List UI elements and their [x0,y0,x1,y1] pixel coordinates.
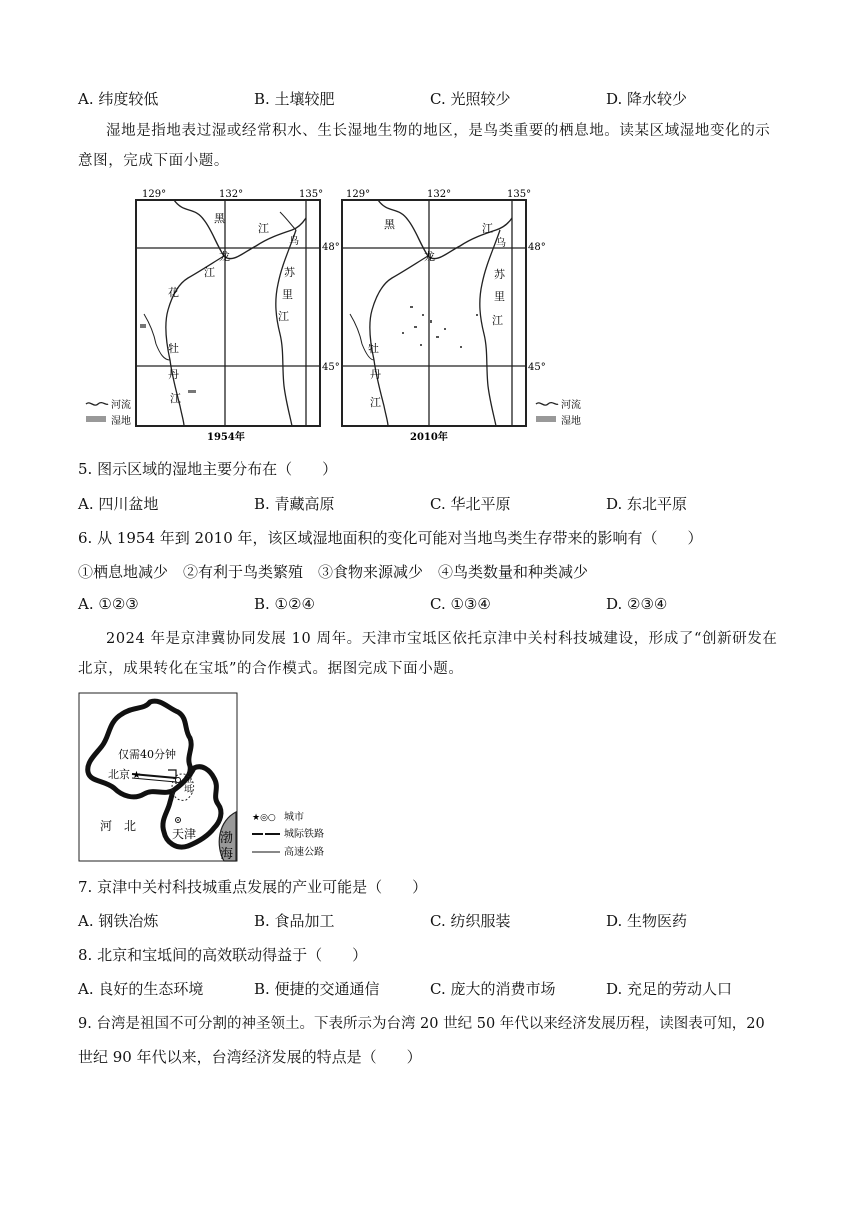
time-note: 仅需40分钟 [118,748,176,761]
option-a: A. 纬度较低 [78,90,159,108]
lat-label: 45° [528,362,546,373]
river-label: 江 [204,266,215,279]
q7-stem: 7. 京津中关村科技城重点发展的产业可能是（ ） [78,878,428,896]
river-label: 黑 [384,218,395,231]
option-c: C. 庞大的消费市场 [430,980,556,998]
q6-options [78,595,788,617]
option-b: B. 土壤较肥 [254,90,335,108]
lon-label: 129° [142,189,167,200]
q9-stem-line1: 9. 台湾是祖国不可分割的神圣领土。下表所示为台湾 20 世纪 50 年代以来经济发展历程，读图表可知，20 [78,1016,765,1032]
q8-options [78,978,788,1000]
jingjin-map-figure [78,692,348,864]
legend-left [86,398,131,427]
river-label: 丹 [370,368,381,381]
lat-label: 45° [322,362,340,373]
bohai-label: 海 [220,847,234,862]
option-a: A. 良好的生态环境 [78,980,204,998]
jingjin-intro: 2024 年是京津冀协同发展 10 周年。天津市宝坻区依托京津中关村科技城建设，形成了“创新研发在北京，成果转化在宝坻”的合作模式。据图完成下面小题。 [78,631,778,677]
option-c: C. 纺织服装 [430,912,511,930]
option-d: D. 生物医药 [606,912,688,930]
river-label: 乌 [496,238,506,249]
legend-city: 城市 [284,812,304,823]
bohai-label: 渤 [220,831,234,846]
lat-label: 48° [528,242,546,253]
river-label: 乌 [289,236,299,247]
river-label: 江 [492,314,503,327]
option-a: A. 四川盆地 [78,495,159,513]
q5-stem: 5. 图示区域的湿地主要分布在（ ） [78,460,338,478]
city-beijing: 北京 [108,768,130,781]
option-d: D. 降水较少 [606,90,688,108]
option-c: C. ①③④ [430,595,491,613]
legend-wetland: 湿地 [111,416,131,427]
option-c: C. 光照较少 [430,90,511,108]
river-label: 江 [370,396,381,409]
legend-city-symbols: ★◎○ [252,813,276,823]
option-b: B. 青藏高原 [254,495,335,513]
option-b: B. 便捷的交通通信 [254,980,380,998]
river-label: 江 [258,222,269,235]
star-icon: ★ [132,770,141,781]
river-label: 黑 [214,212,225,225]
q8-stem: 8. 北京和宝坻间的高效联动得益于（ ） [78,946,368,964]
legend-river: 河流 [561,400,581,411]
wetland-intro: 湿地是指地表过湿或经常积水、生长湿地生物的地区，是鸟类重要的栖息地。读某区域湿地变化的示意图，完成下面小题。 [78,123,771,169]
q4-options [78,88,788,110]
river-label: 龙 [219,250,230,263]
map-1954 [136,200,320,443]
q9-stem-line2: 世纪 90 年代以来，台湾经济发展的特点是（ ） [78,1048,422,1066]
city-baodi: 坻 [184,785,194,795]
legend-railway: 城际铁路 [284,829,324,840]
river-label: 里 [282,288,293,301]
q6-statements: ①栖息地减少 ②有利于鸟类繁殖 ③食物来源减少 ④鸟类数量和种类减少 [78,563,589,581]
lon-label: 132° [427,189,452,200]
city-baodi: 宝 [184,775,194,785]
river-label: 丹 [168,368,179,381]
q6-stem: 6. 从 1954 年到 2010 年，该区域湿地面积的变化可能对当地鸟类生存带来的影响有（ ） [78,529,703,547]
option-a: A. ①②③ [78,595,139,613]
option-b: B. ①②④ [254,595,315,613]
lat-label: 48° [322,242,340,253]
map-year-label: 1954年 [207,432,245,443]
river-label: 江 [170,392,181,405]
map-year-label: 2010年 [410,432,448,443]
river-label: 牡 [368,342,379,355]
city-baodi-marker [176,778,181,783]
lon-label: 129° [346,189,371,200]
legend-right [536,398,581,427]
lon-label: 132° [219,189,244,200]
city-tianjin: 天津 [172,827,197,841]
q5-options [78,493,788,515]
river-label: 苏 [494,268,505,281]
option-c: C. 华北平原 [430,495,511,513]
river-label: 龙 [424,250,435,263]
lon-label: 135° [299,189,324,200]
option-d: D. ②③④ [606,595,668,613]
river-label: 江 [278,310,289,323]
river-label: 江 [482,222,493,235]
map-2010 [342,200,526,443]
option-d: D. 东北平原 [606,495,688,513]
legend-wetland: 湿地 [561,416,581,427]
river-label: 牡 [168,342,179,355]
option-a: A. 钢铁冶炼 [78,912,159,930]
jingjin-legend [252,810,324,858]
q7-options [78,910,788,932]
wetland-map-figure [84,184,604,444]
region-hebei: 河 北 [100,819,137,833]
river-label: 花 [168,286,179,299]
option-d: D. 充足的劳动人口 [606,980,733,998]
legend-river: 河流 [111,400,131,411]
option-b: B. 食品加工 [254,912,335,930]
lon-label: 135° [507,189,532,200]
legend-highway: 高速公路 [284,847,324,858]
river-label: 里 [494,290,505,303]
river-label: 苏 [284,266,295,279]
